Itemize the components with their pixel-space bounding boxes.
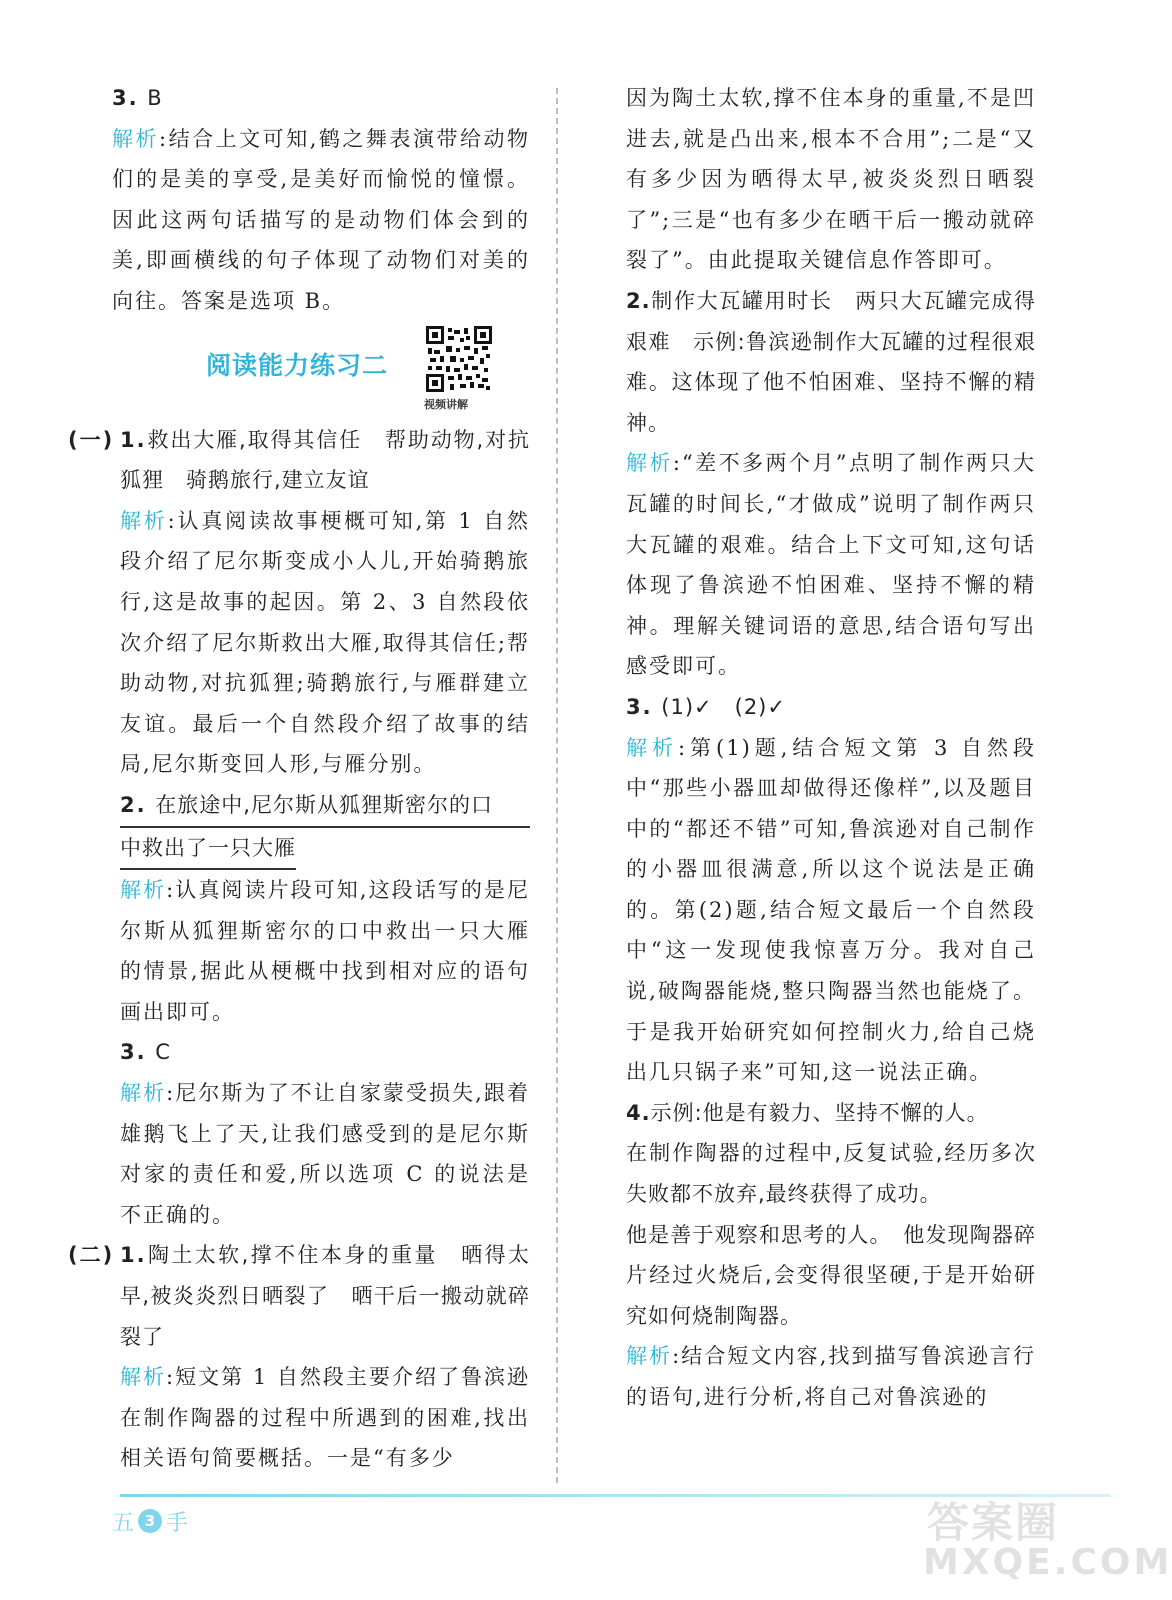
footer-grade: 五 — [112, 1510, 135, 1536]
section-1 — [68, 420, 530, 501]
explanation-label: 解析 — [626, 735, 678, 760]
explanation-label: 解析 — [112, 126, 160, 151]
answer-item: (二) 1.陶土太软,撑不住本身的重量 晒得太早,被炎炎烈日晒裂了 晒干后一搬动就碎裂了 — [72, 1235, 530, 1357]
answer-item: 3. C — [120, 1040, 171, 1065]
explanation: 解析:认真阅读故事梗概可知,第 1 自然段介绍了尼尔斯变成小人儿,开始骑鹅旅行,这是故事的起因。第 2、3 自然段依次介绍了尼尔斯救出大雁,取得其信任;帮助动物,对抗狐狸;骑鹅旅行,与雁群建立友谊。最后一个自然段介绍了故事的结局,尼尔斯变回人形,与雁分别。 — [120, 508, 531, 777]
answer-item: 2.制作大瓦罐用时长 两只大瓦罐完成得艰难 示例:鲁滨逊制作大瓦罐的过程很艰难。这体现了他不怕困难、坚持不懈的精神。 — [626, 288, 1036, 435]
section-heading — [112, 322, 530, 420]
answer-item: 3. (1)✓ (2)✓ — [626, 694, 786, 719]
explanation-continued: 因为陶土太软,撑不住本身的重量,不是凹进去,就是凸出来,根本不合用”;二是“又有多少因为晒得太早,被炎炎烈日晒裂了”;三是“也有多少在晒干后一搬动就碎裂了”。由此提取关键信息作答即可。 — [626, 86, 1036, 273]
explanation: 解析:认真阅读片段可知,这段话写的是尼尔斯从狐狸斯密尔的口中救出一只大雁的情景,据此从梗概中找到相对应的语句画出即可。 — [120, 878, 531, 1024]
explanation-label: 解析 — [626, 1344, 673, 1369]
explanation: 解析:结合上文可知,鹤之舞表演带给动物们的是美的享受,是美好而愉悦的憧憬。因此这两句话描写的是动物们体会到的美,即画横线的句子体现了动物们对美的向往。答案是选项 B。 — [112, 126, 531, 313]
explanation-label: 解析 — [120, 508, 168, 533]
explanation-label: 解析 — [626, 451, 673, 476]
explanation: 解析:结合短文内容,找到描写鲁滨逊言行的语句,进行分析,将自己对鲁滨逊的 — [626, 1344, 1037, 1409]
answer-item: 在制作陶器的过程中,反复试验,经历多次失败都不放弃,最终获得了成功。 — [626, 1141, 1036, 1207]
page-number: 3 — [138, 1509, 162, 1533]
section-2 — [68, 1235, 530, 1357]
left-column — [68, 78, 531, 1479]
watermark-logo: 答案圈 MXQE.COM — [923, 1498, 1172, 1583]
column-divider — [556, 88, 558, 1483]
explanation-label: 解析 — [120, 1365, 167, 1390]
section-label: (二) — [68, 1243, 115, 1268]
underlined-answer: 中救出了一只大雁 — [120, 828, 296, 871]
explanation-label: 解析 — [120, 1081, 167, 1106]
page-footer — [112, 1506, 188, 1536]
answer-item — [112, 785, 530, 870]
qr-code-icon[interactable] — [426, 326, 492, 392]
answer-item: 3. B — [112, 86, 163, 110]
qr-label: 视频讲解 — [424, 397, 468, 411]
explanation: 解析:第(1)题,结合短文第 3 自然段中“那些小器皿却做得还像样”,以及题目中的“都还不错”可知,鲁滨逊对自己制作的小器皿很满意,所以这个说法是正确的。第(2)题,结合短文最后一个自然段中“这一发现使我惊喜万分。我对自己说,破陶器能烧,整只陶器当然也能烧了。于是我开始研究如何控制火力,给自己烧出几只锅子来”可知,这一说法正确。 — [626, 735, 1037, 1085]
section-label: (一) — [68, 427, 115, 452]
section-title: 阅读能力练习二 — [206, 350, 389, 380]
answer-item: 他是善于观察和思考的人。 他发现陶器碎片经过火烧后,会变得很坚硬,于是开始研究如何烧制陶器。 — [626, 1222, 1036, 1328]
answer-item: (一) 1.救出大雁,取得其信任 帮助动物,对抗狐狸 骑鹅旅行,建立友谊 — [72, 420, 530, 501]
footer-term: 手 — [166, 1510, 189, 1536]
underlined-answer: 2. 在旅途中,尼尔斯从狐狸斯密尔的口 — [120, 785, 530, 828]
explanation: 解析:短文第 1 自然段主要介绍了鲁滨逊在制作陶器的过程中所遇到的困难,找出相关语句简要概括。一是“有多少 — [120, 1365, 530, 1471]
answer-item: 4.示例:他是有毅力、坚持不懈的人。 — [626, 1100, 989, 1125]
right-column — [626, 78, 1036, 1418]
explanation: 解析:“差不多两个月”点明了制作两只大瓦罐的时间长,“才做成”说明了制作两只大瓦罐的艰难。结合上下文可知,这句话体现了鲁滨逊不怕困难、坚持不懈的精神。理解关键词语的意思,结合语句写出感受即可。 — [626, 451, 1037, 679]
explanation-label: 解析 — [120, 878, 167, 903]
explanation: 解析:尼尔斯为了不让自家蒙受损失,跟着雄鹅飞上了天,让我们感受到的是尼尔斯对家的责任和爱,所以选项 C 的说法是不正确的。 — [120, 1081, 531, 1227]
